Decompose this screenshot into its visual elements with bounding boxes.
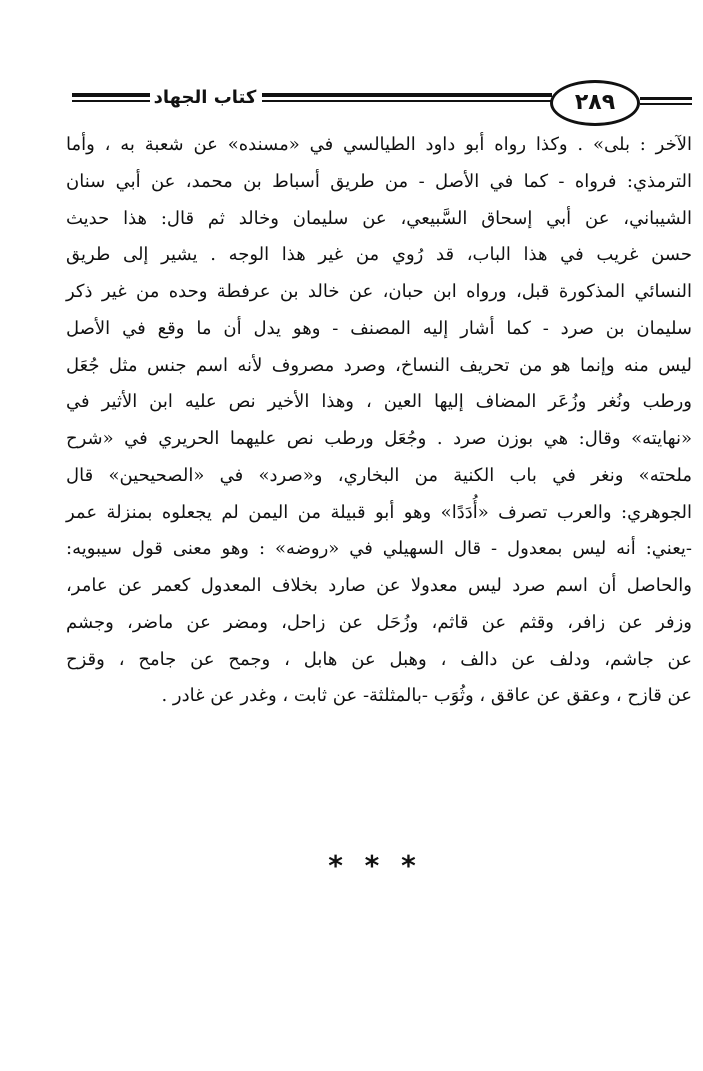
text-line: سليمان بن صرد - كما أشار إليه المصنف - وهو يدل أن ما وقع في الأصل (66, 317, 692, 339)
text-line: ملحته» ونغر في باب الكنية من البخاري، و«صرد» في «الصحيحين» قال (66, 464, 692, 486)
text-line: «نهايته» وقال: هي بوزن صرد . وجُعَل ورطب نص عليهما الحريري في «شرح (66, 428, 692, 449)
text-line: ليس منه وإنما هو من تحريف النساخ، وصرد مصروف لأنه اسم جنس مثل جُعَل (66, 354, 692, 376)
text-line: والحاصل أن اسم صرد ليس معدولا عن صارد بخلاف المعدول كعمر عن عامر، (66, 575, 692, 596)
body-text (66, 127, 692, 715)
text-line: -يعني: أنه ليس بمعدول - قال السهيلي في «روضه» : وهو معنى قول سيبويه: (66, 538, 692, 560)
header-rule-middle-bottom (262, 100, 552, 102)
section-separator: * * * (328, 849, 422, 882)
text-line: حسن غريب في هذا الباب، قد رُوي من غير هذا الوجه . يشير إلى طريق (66, 244, 692, 266)
page-number-oval (550, 80, 640, 126)
text-line: الترمذي: فرواه - كما في الأصل - من طريق أسباط بن محمد، عن أبي سنان (66, 170, 692, 192)
header-rule-right-top (640, 97, 692, 100)
text-line: ورطب ونُغر وزُعَر المضاف إليها العين ، وهذا الأخير نص عليه ابن الأثير في (66, 391, 692, 413)
header-rule-middle-top (262, 93, 552, 97)
header-rule-left-bottom (72, 100, 150, 102)
page-header (0, 0, 703, 130)
text-line: النسائي المذكورة قبل، ورواه ابن حبان، عن خالد بن عرفطة وحده من غير ذكر (66, 281, 692, 302)
text-line: الشيباني، عن أبي إسحاق السَّبيعي، عن سليمان وخالد ثم قال: هذا حديث (66, 207, 692, 229)
text-line: عن قازح ، وعقق عن عاقق ، وثُوَب -بالمثلثة- عن ثابت ، وغدر عن غادر . (161, 685, 692, 707)
text-line: عن جاشم، ودلف عن دالف ، وهبل عن هابل ، وجمح عن جامح ، وقزح (66, 648, 692, 670)
header-rule-left-top (72, 93, 150, 97)
text-line: الجوهري: والعرب تصرف «أُدَدًا» وهو أبو قبيلة من اليمن لم يجعلوه بمنزلة عمر (66, 501, 692, 523)
header-rule-right-bottom (640, 103, 692, 105)
page-number: ٢٨٩ (574, 90, 616, 115)
text-line: الآخر : بلى» . وكذا رواه أبو داود الطيالسي في «مسنده» عن شعبة به ، وأما (66, 134, 692, 155)
text-line: وزفر عن زافر، وقثم عن قاثم، وزُحَل عن زاحل، ومضر عن ماضر، وجشم (66, 611, 692, 633)
book-title: كتاب الجهاد (153, 87, 257, 108)
